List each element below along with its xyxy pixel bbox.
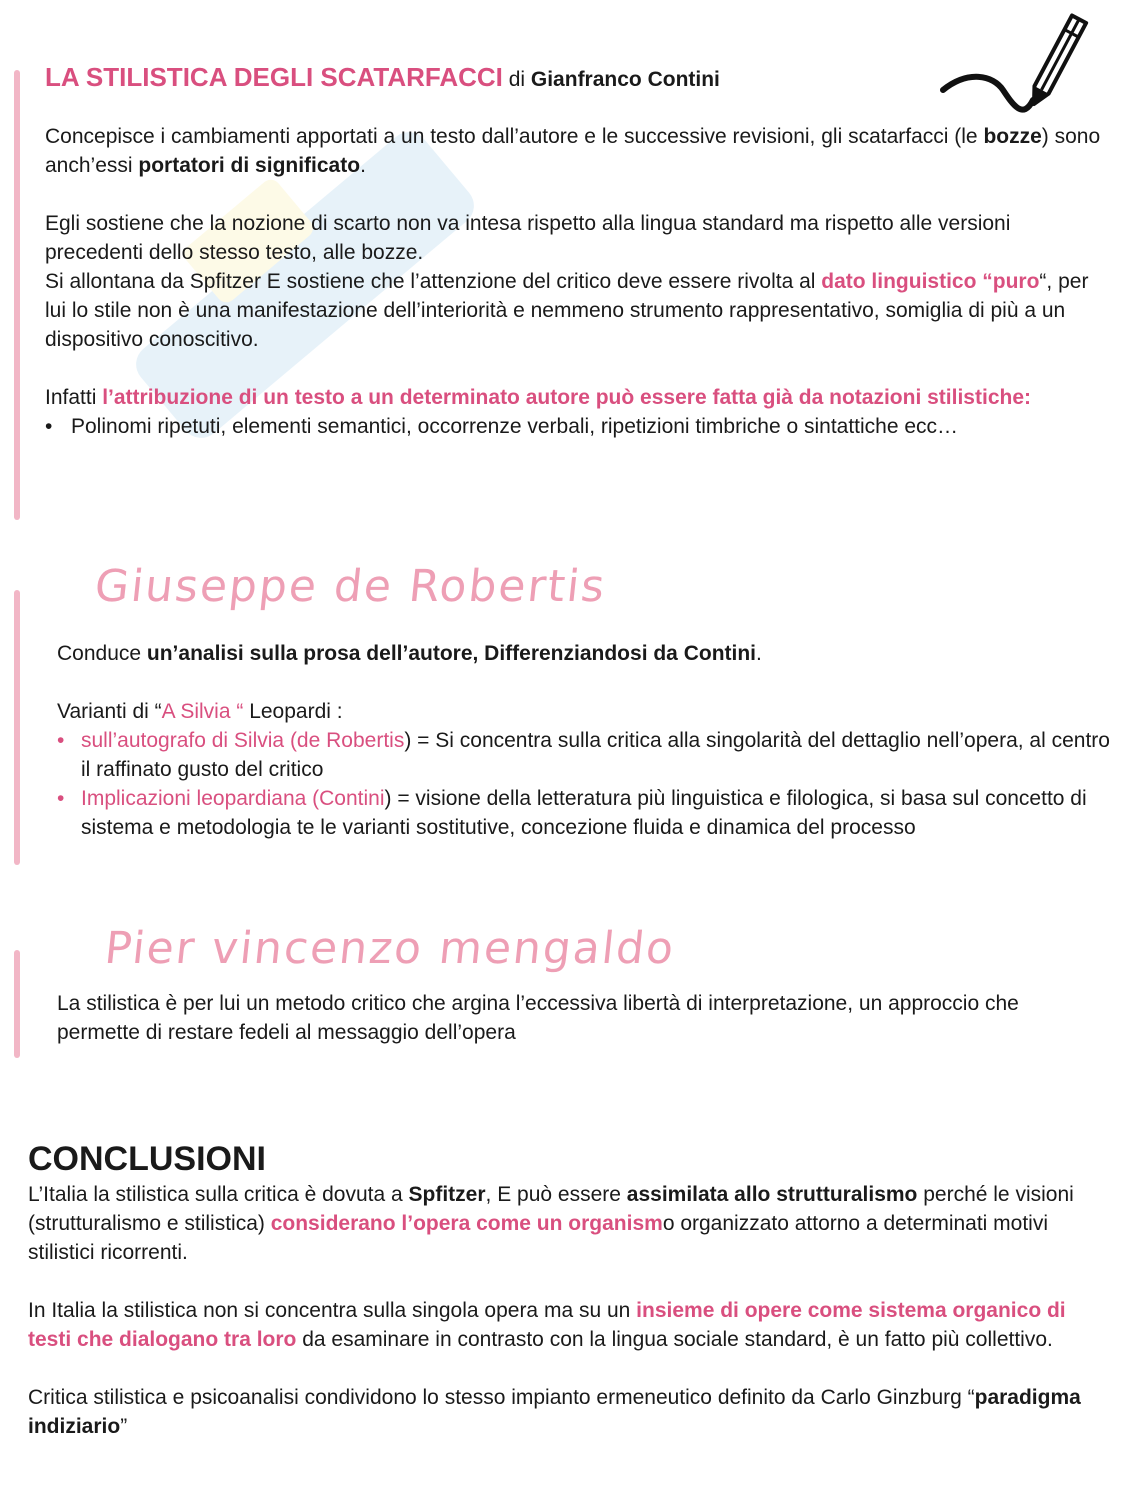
text: Leopardi :	[243, 700, 343, 723]
title-pink: LA STILISTICA DEGLI SCATARFACCI	[45, 62, 503, 92]
text-bold: paradigma indiziario	[28, 1386, 1081, 1438]
section-conclusions	[28, 1138, 1113, 1441]
paragraph	[57, 697, 1112, 726]
text: Varianti di “	[57, 700, 162, 723]
text: Infatti	[45, 386, 103, 409]
text: Conduce	[57, 642, 147, 665]
paragraph	[45, 383, 1110, 412]
bullet: •	[57, 729, 65, 752]
text: perché le visioni (strutturalismo e stilistica)	[28, 1183, 1074, 1235]
section-contini	[45, 60, 1110, 441]
title-author: Gianfranco Contini	[530, 68, 720, 91]
section-title	[45, 60, 1110, 97]
text: , E può essere	[485, 1183, 627, 1206]
text: ) = Si concentra sulla critica alla singolarità del dettaglio nell’opera, al centro il raffinato gusto del critico	[81, 729, 1110, 781]
margin-bar-1	[14, 70, 20, 520]
text-pink: Implicazioni leopardiana (Contini	[81, 787, 385, 810]
text-bold: assimilata allo strutturalismo	[626, 1183, 918, 1206]
title-di: di	[502, 68, 531, 91]
section-mengaldo	[57, 989, 1057, 1047]
paragraph	[57, 639, 1112, 668]
text: Polinomi ripetuti, elementi semantici, occorrenze verbali, ripetizioni timbriche o sintattiche ecc…	[71, 415, 959, 438]
text-pink: sull’autografo di Silvia (de Robertis	[81, 729, 405, 752]
text-highlight: insieme di opere come sistema organico di testi che dialogano tra loro	[28, 1299, 1066, 1351]
paragraph	[45, 267, 1110, 354]
section-de-robertis	[57, 639, 1112, 842]
text: In Italia la stilistica non si concentra sulla singola opera ma su un	[28, 1299, 637, 1322]
text: o organizzato attorno a determinati motivi stilistici ricorrenti.	[28, 1212, 1049, 1264]
heading-mengaldo: Pier vincenzo mengaldo	[102, 923, 678, 974]
margin-bar-2	[14, 590, 20, 865]
text-bold: Spfitzer	[408, 1183, 486, 1206]
text: ) = visione della letteratura più linguistica e filologica, si basa sul concetto di sistema e metodologia te le varianti sostitutive, concezione fluida e dinamica del processo	[81, 787, 1087, 839]
margin-bar-3	[14, 950, 20, 1058]
conclusions-heading: CONCLUSIONI	[28, 1140, 266, 1178]
text-highlight: considerano l’opera come un organism	[270, 1212, 663, 1235]
text: L’Italia la stilistica sulla critica è dovuta a	[28, 1183, 409, 1206]
text: ) sono anch’essi	[45, 125, 1101, 177]
text: .	[360, 154, 366, 177]
paragraph	[28, 1180, 1113, 1267]
text: da esaminare in contrasto con la lingua sociale standard, è un fatto più collettivo.	[296, 1328, 1053, 1351]
text: .	[756, 642, 762, 665]
text: Si allontana da Spfitzer E sostiene che l’attenzione del critico deve essere rivolta al	[45, 270, 822, 293]
bullet: •	[57, 787, 65, 810]
list-item	[45, 412, 1110, 441]
text-bold: bozze	[983, 125, 1042, 148]
bullet: •	[45, 415, 53, 438]
text: “, per lui lo stile non è una manifestazione dell’interiorità e nemmeno strumento rappresentativo, somiglia di più a un dispositivo conoscitivo.	[45, 270, 1089, 351]
paragraph: Egli sostiene che la nozione di scarto non va intesa rispetto alla lingua standard ma rispetto alle versioni precedenti dello stesso testo, alle bozze.	[45, 212, 1011, 264]
text-highlight: l’attribuzione di un testo a un determinato autore può essere fatta già da notazioni stilistiche:	[102, 386, 1031, 409]
text-bold: un’analisi sulla prosa dell’autore, Differenziandosi da Contini	[146, 642, 757, 665]
paragraph	[28, 1296, 1113, 1354]
heading-de-robertis: Giuseppe de Robertis	[92, 561, 609, 612]
text: Critica stilistica e psicoanalisi condividono lo stesso impianto ermeneutico definito da Carlo Ginzburg “	[28, 1386, 975, 1409]
list-item	[57, 784, 1112, 842]
text: ”	[120, 1415, 128, 1438]
paragraph	[45, 122, 1110, 180]
text-highlight: dato linguistico “puro	[821, 270, 1040, 293]
text-bold: portatori di significato	[138, 154, 361, 177]
text: Concepisce i cambiamenti apportati a un testo dall’autore e le successive revisioni, gli scatarfacci (le	[45, 125, 984, 148]
text-pink: A Silvia “	[161, 700, 244, 723]
paragraph: La stilistica è per lui un metodo critico che argina l’eccessiva libertà di interpretazione, un approccio che permette di restare fedeli al messaggio dell’opera	[57, 992, 1019, 1044]
list-item	[57, 726, 1112, 784]
paragraph	[28, 1383, 1113, 1441]
